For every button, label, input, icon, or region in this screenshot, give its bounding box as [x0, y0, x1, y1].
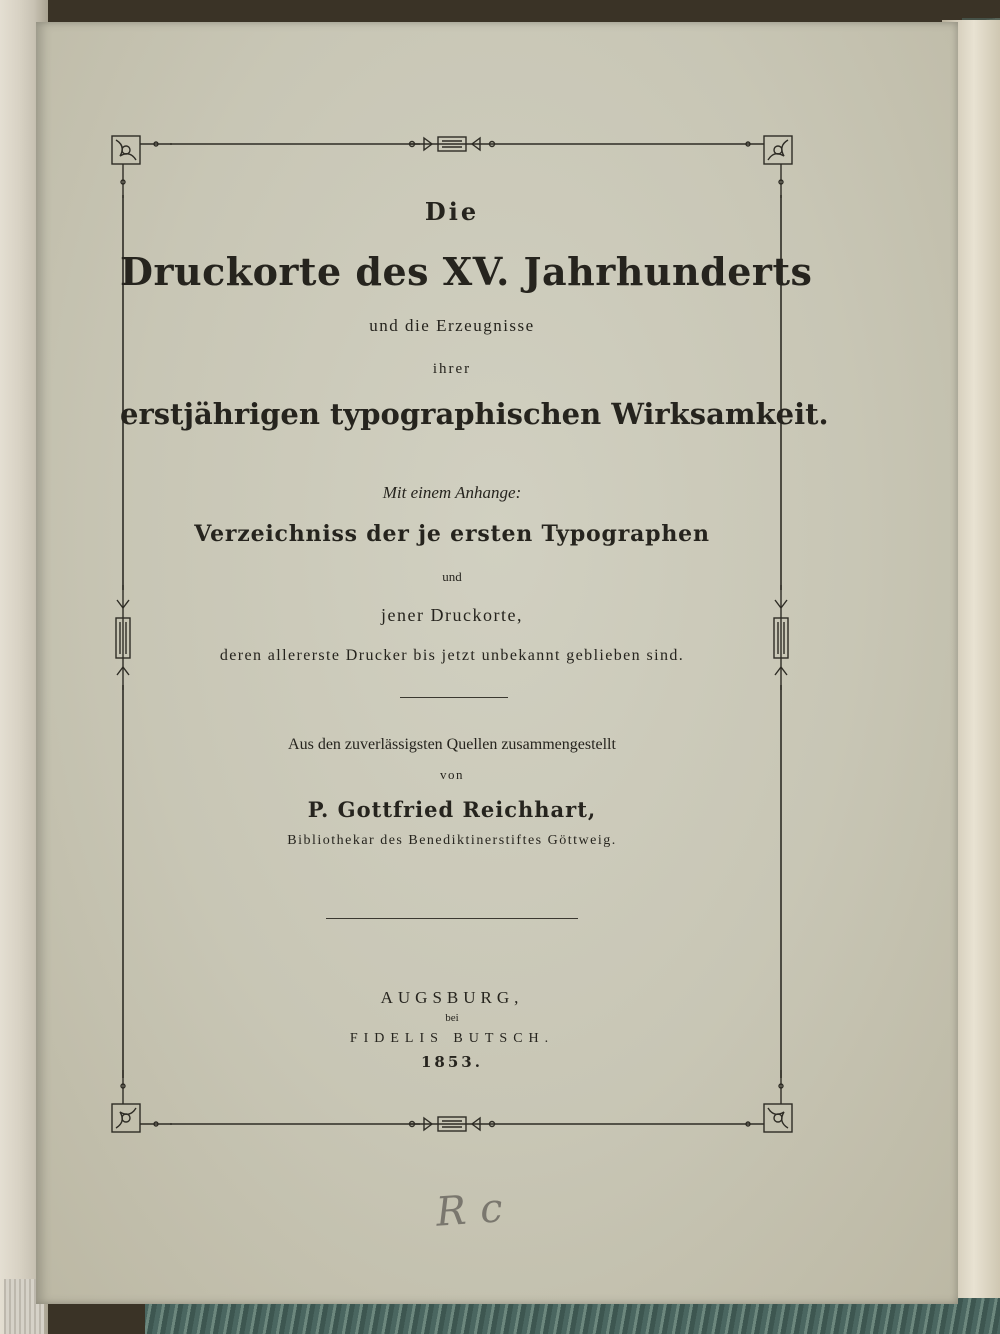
- appendix-line-3: deren allererste Drucker bis jetzt unbekannt geblieben sind.: [219, 647, 685, 664]
- subtitle-line-1: und die Erzeugnisse: [369, 316, 535, 335]
- publication-year: 1853.: [421, 1053, 483, 1071]
- author-role: Bibliothekar des Benediktinerstiftes Göttweig.: [287, 833, 617, 848]
- appendix-intro: Mit einem Anhange:: [382, 483, 522, 502]
- corner-ornament-top-left: [112, 136, 172, 198]
- corner-ornament-bottom-right: [730, 1070, 792, 1132]
- main-title: Druckorte des XV. Jahrhunderts: [120, 249, 813, 294]
- appendix-line-2: jener Druckorte,: [381, 605, 523, 625]
- left-middle-ornament: [116, 585, 130, 690]
- by-line: von: [440, 767, 464, 782]
- title-article: Die: [424, 197, 480, 226]
- subtitle-line-3: erstjährigen typographischen Wirksamkeit.: [120, 397, 829, 431]
- top-center-ornament: [410, 137, 501, 151]
- corner-ornament-top-right: [730, 136, 792, 198]
- right-middle-ornament: [774, 585, 788, 690]
- divider-rule-short: [400, 697, 508, 698]
- subtitle-line-2: ihrer: [432, 361, 472, 377]
- divider-rule-long: [326, 918, 578, 919]
- publisher-name: FIDELIS BUTSCH.: [349, 1031, 555, 1046]
- appendix-title: Verzeichniss der je ersten Typographen: [194, 521, 710, 547]
- corner-ornament-bottom-left: [112, 1070, 172, 1132]
- pencil-annotation: Rc: [434, 1184, 519, 1236]
- bottom-center-ornament: [410, 1117, 501, 1131]
- publication-place: AUGSBURG,: [380, 988, 524, 1007]
- compiled-from-line: Aus den zuverlässigsten Quellen zusammengestellt: [288, 736, 616, 753]
- appendix-conjunction: und: [442, 569, 462, 584]
- author-name: P. Gottfried Reichhart,: [307, 797, 597, 822]
- publisher-prefix: bei: [445, 1012, 459, 1024]
